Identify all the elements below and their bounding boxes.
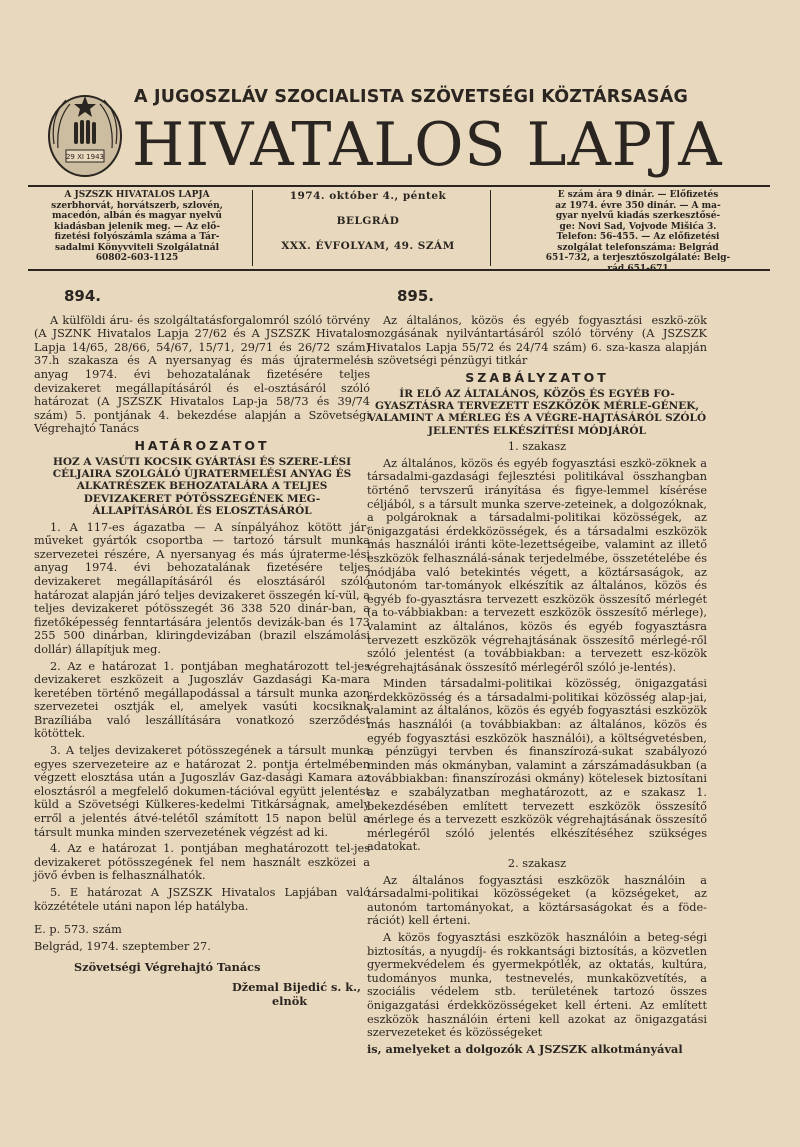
place-date: Belgrád, 1974. szeptember 27. <box>34 939 211 953</box>
clause-paragraph: 1. A 117-es ágazatba — A sínpályához kötött jár-műveket gyártók csoportba — tartozó társult munka szervezetei részére, A nyersanyag és más újraterme-lési anyag 1974. évi behozatalának fizetésére teljes devizakeret megállapításáról és elosztásáról szóló határozat alapján járó teljes devizakeret összegén kí-vül, a teljes devizakeret pótösszegét 36 338 520 dinár-ban, a fizetőképesség fenntartására jelentős devizák-ban és 173 255 500 dinárban, kliringdevizában (brazil elszámolási dollár) állapítjuk meg. <box>34 520 370 656</box>
left-box-line: fizetési folyószámla száma a Tár- <box>54 232 220 242</box>
section-paragraph: A közös fogyasztási eszközök használóin a beteg-ségi biztosítás, a nyugdíj- és rokkantsági biztosítás, a közvetlen gyermekvédelem és gyermekpótlék, az oktatás, kultúra, tudományos munka, testnevelés, munkaközvetítés, a szociális védelem stb. területének tartozó összes önigazgatási érdekközösségeket kell érteni. Az említett eszközök használóin érteni kell azokat az önigazgatási szervezeteket és közösségeket <box>367 930 707 1040</box>
council-name: Szövetségi Végrehajtó Tanács <box>74 960 261 975</box>
section-paragraph: Minden társadalmi-politikai közösség, önigazgatási érdekközösség és a társadalmi-politikai közösség alap-jai, valamint az általános, közös és egyéb fogyasztási eszközök más használói (a továbbiakban: az általános, közös és egyéb fogyasztási eszközök használói), a költségvetésben, a pénzügyi tervben és finanszírozá-sukat szabályozó minden más okmányban, valamint a zárszámadásukban (a továbbiakban: finanszírozási okmány) kötelesek biztosítani az e szabályzatban meghatározott, az e szakasz 1. bekezdésében említett tervezett eszközök összesítő mérlege és a tervezett eszközök végrehajtásának összesítő mérlegéről szóló jelentés elkészítéséhez szükséges adatokat. <box>367 677 707 854</box>
right-column <box>367 287 707 1059</box>
section-paragraph: Az általános fogyasztási eszközök használóin a társadalmi-politikai közösségeket (a községeket, az autonóm tartományokat, a köztársaságokat és a föde-rációt) kell érteni. <box>367 873 707 928</box>
intro-paragraph: Az általános, közös és egyéb fogyasztási eszkö-zök mozgásának nyilvántartásáról szóló törvény (A JSZSZK Hivatalos Lapja 55/72 és 24/74 szám) 6. sza-kasza alapján a szövetségi pénzügyi titkár <box>367 313 707 368</box>
header-bottom-rule <box>28 269 770 271</box>
right-box-line: az 1974. évre 350 dinár. — A ma- <box>555 200 721 211</box>
signer-title: elnök <box>272 993 308 1008</box>
document-number: 895. <box>397 287 435 305</box>
left-box-line: macedón, albán és magyar nyelvű <box>52 211 222 221</box>
reference-number: E. p. 573. szám <box>34 923 122 937</box>
coat-of-arms-emblem <box>44 86 126 180</box>
header-center-box <box>262 190 474 265</box>
right-box-line: Telefon: 56-455. — Az előfizetési <box>556 232 720 242</box>
section-paragraph-continued: is, amelyeket a dolgozók A JSZSZK alkotmányával <box>367 1041 683 1056</box>
signer-name: Džemal Bijedić s. k., <box>232 979 361 994</box>
intro-paragraph: A külföldi áru- és szolgáltatásforgalomról szóló törvény (A JSZNK Hivatalos Lapja 27/62 és A JSZSZK Hivatalos Lapja 14/65, 28/66, 54/67, 15/71, 29/71 és 26/72 szám) 37.h szakasza és A nyersanyag és más újratermelési anyag 1974. évi behozatalának fizetésére teljes devizakeret megállapításáról és el-osztásáról szóló határozat (A JSZSZK Hivatalos Lap-ja 58/73 és 39/74 szám) 5. pontjának 4. bekezdése alapján a Szövetségi Végrehajtó Tanács <box>34 313 370 436</box>
left-box-line: sadalmi Könyvviteli Szolgálatnál <box>54 242 219 253</box>
section-title: 2. szakasz <box>507 857 567 870</box>
left-box-line: A JSZSZK HIVATALOS LAPJA <box>64 190 210 200</box>
document-number: 894. <box>64 287 102 305</box>
supertitle: A JUGOSZLÁV SZOCIALISTA SZÖVETSÉGI KÖZTÁRSASÁG <box>134 87 689 107</box>
issue-date: 1974. október 4., péntek <box>289 190 447 202</box>
right-box-line: gyar nyelvű kiadás szerkesztősé- <box>555 211 721 221</box>
right-box-line: 651-732, a terjesztőszolgálaté: Belg- <box>545 253 731 263</box>
decision-subheading: HOZ A VASÚTI KOCSIK GYÁRTÁSI ÉS SZERE-LÉSI CÉLJAIRA SZOLGÁLÓ ÚJRATERMELÉSI ANYAG ÉS ALKATRÉSZEK BEHOZATALÁRA A TELJES DEVIZAKERET PÓTÖSSZEGÉNEK MEG-ÁLLAPÍTÁSÁRÓL ÉS ELOSZTÁSÁRÓL <box>52 455 352 518</box>
header-divider <box>252 190 253 266</box>
header-right-box <box>508 190 768 274</box>
right-box-line: E szám ára 9 dinár. — Előfizetés <box>557 190 719 200</box>
regulation-heading: SZABÁLYZATOT <box>465 369 609 385</box>
page-title: HIVATALOS LAPJA <box>132 110 723 180</box>
regulation-subheading: ÍR ELŐ AZ ÁLTALÁNOS, KÖZÖS ÉS EGYÉB FO-GYASZTÁSRA TERVEZETT ESZKÖZÖK MÉRLE-GÉNEK, VALAMINT A MÉRLEG ÉS A VÉGRE-HAJTÁSÁRÓL SZÓLÓ JELENTÉS ELKÉSZÍTÉSI MÓDJÁRÓL <box>367 387 707 437</box>
section-paragraph: Az általános, közös és egyéb fogyasztási eszkö-zöknek a társadalmi-gazdasági fejlesztési politikával összhangban történő tervszerű irányítása és figye-lemmel kísérése céljából, s a társult munka szerve-zeteinek, a dolgozóknak, a polgároknak a társadalmi-politikai közösségek, az önigazgatási érdekközösségek, és a társadalmi eszközök más használói iránti köte-lezettségeibe, valamint az illető eszközök felhasználá-sának terjedelmébe, összetételébe és módjába való betekintés végett, a köztársaságok, az autonóm tar-tományok elkészítik az általános, közös és egyéb fo-gyasztásra tervezett eszközök összesítő mérlegét (a to-vábbiakban: a tervezett eszközök összesítő mérlege), valamint az általános, közös és egyéb fogyasztásra tervezett eszközök végrehajtásának összesítő mérlegé-ről szóló jelentést (a továbbiakban: a tervezett esz-közök végrehajtásának összesítő mérlegéről szóló je-lentés). <box>367 456 707 674</box>
issue-city: BELGRÁD <box>336 215 400 227</box>
left-box-line: 60802-603-1125 <box>95 253 179 263</box>
issue-volume: XXX. ÉVFOLYAM, 49. SZÁM <box>281 240 455 252</box>
left-column <box>34 287 370 1008</box>
clause-paragraph: 3. A teljes devizakeret pótösszegének a társult munka egyes szervezeteire az e határozat 2. pontja értelmében végzett elosztása után a Jugoszláv Gaz-dasági Kamara az elosztásról a megfelelő dokumen-tációval együtt jelentést küld a Szövetségi Külkeres-kedelmi Titkárságnak, amely erről a jelentés átvé-telétől számított 15 napon belül a társult munka minden szervezetének végzést ad ki. <box>34 744 370 839</box>
header-left-box <box>32 190 242 264</box>
left-box-line: kiadásban jelenik meg. — Az elő- <box>54 221 220 232</box>
right-box-line: szolgálat telefonszáma: Belgrád <box>557 242 719 253</box>
right-box-line: ge: Novi Sad, Vojvode Mišića 3. <box>559 221 717 232</box>
clause-paragraph: 5. E határozat A JSZSZK Hivatalos Lapjában való közzététele utáni napon lép hatályba. <box>34 886 370 913</box>
section-title: 1. szakasz <box>507 440 567 454</box>
decision-heading: HATÁROZATOT <box>134 437 270 453</box>
left-box-line: szerbhorvát, horvátszerb, szlovén, <box>51 200 223 211</box>
seal-date-text: 29 XI 1943 <box>65 153 105 161</box>
header-top-rule <box>28 185 770 187</box>
clause-paragraph: 2. Az e határozat 1. pontjában meghatározott tel-jes devizakeret eszközeit a Jugoszláv Gazdasági Ka-mara keretében történő megállapodással a társult munka azon szervezetei osztják el, amelyek vasúti kocsiknak Brazíliába való leszállítására vonatkozó szerződést kötöttek. <box>34 659 370 741</box>
header-divider <box>490 190 491 266</box>
clause-paragraph: 4. Az e határozat 1. pontjában meghatározott tel-jes devizakeret pótösszegének fel nem használt eszközei a jövő évben is felhasználhatók. <box>34 842 370 883</box>
